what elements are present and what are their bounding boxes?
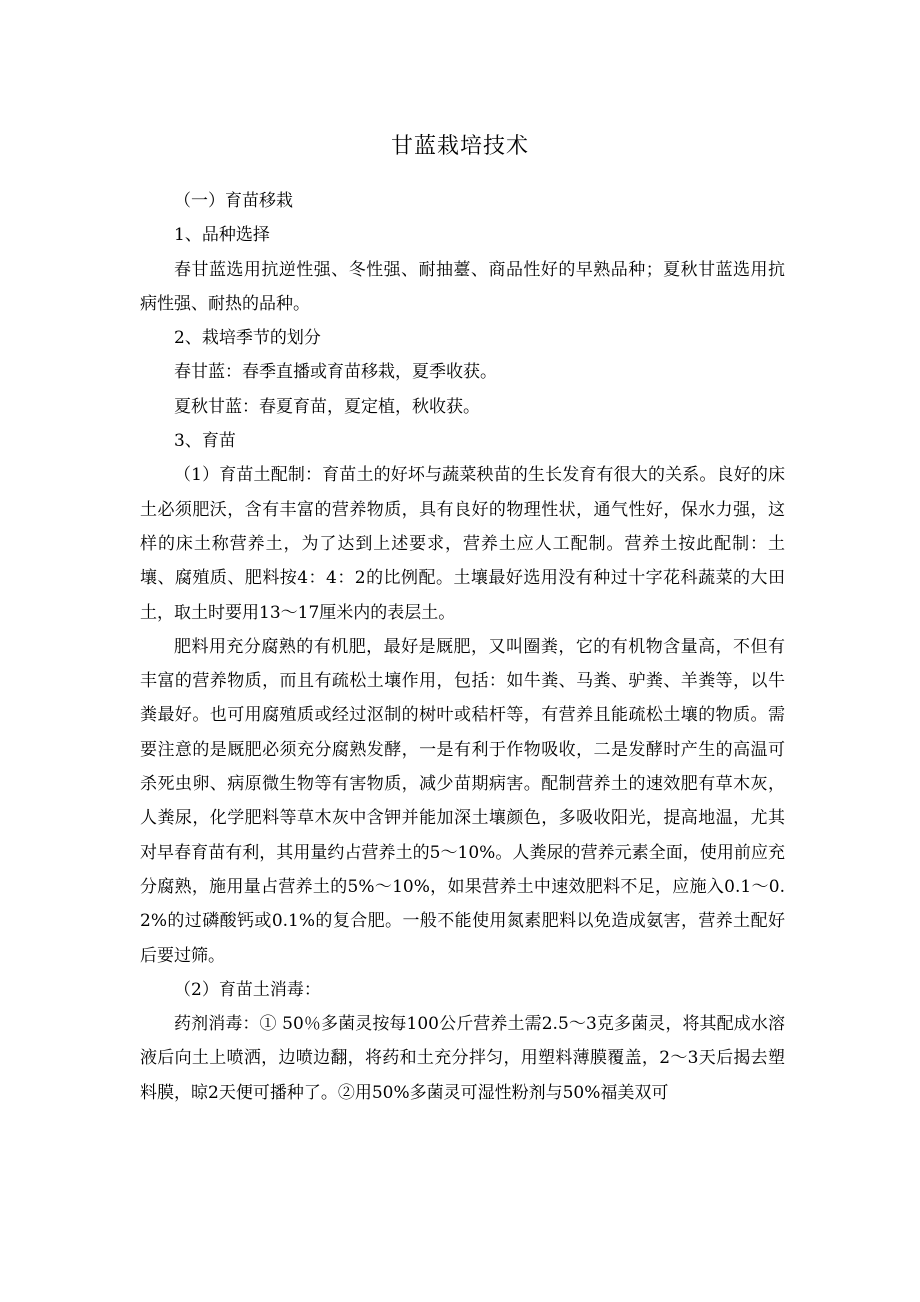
paragraph: 夏秋甘蓝：春夏育苗，夏定植，秋收获。 — [174, 396, 480, 417]
paragraph: 春甘蓝：春季直播或育苗移栽，夏季收获。 — [174, 362, 497, 383]
paragraph: 药剂消毒：① 50％多菌灵按每100公斤营养土需2.5～3克多菌灵，将其配成水溶液后向土上喷洒，边喷边翻，将药和土充分拌匀，用塑料薄膜覆盖，2～3天后揭去塑料膜，晾2天便可播种了。②用50%多菌灵可湿性粉剂与50%福美双可 — [140, 1014, 785, 1103]
paragraph: 肥料用充分腐熟的有机肥，最好是厩肥，又叫圈粪，它的有机物含量高，不但有丰富的营养物质，而且有疏松土壤作用，包括：如牛粪、马粪、驴粪、羊粪等，以牛粪最好。也可用腐殖质或经过沤制的树叶或秸杆等，有营养且能疏松土壤的物质。需要注意的是厩肥必须充分腐熟发酵，一是有利于作物吸收，二是发酵时产生的高温可杀死虫卵、病原微生物等有害物质，减少苗期病害。配制营养土的速效肥有草木灰，人粪尿，化学肥料等草木灰中含钾并能加深土壤颜色，多吸收阳光，提高地温，尤其对早春育苗有利，其用量约占营养土的5～10%。人粪尿的营养元素全面，使用前应充分腐熟，施用量占营养土的5%～10%，如果营养土中速效肥料不足，应施入0.1～0.2%的过磷酸钙或0.1%的复合肥。一般不能使用氮素肥料以免造成氨害，营养土配好后要过筛。 — [140, 636, 785, 966]
section-heading: （一）育苗移栽 — [174, 191, 293, 211]
subsection-heading: 3、育苗 — [174, 431, 236, 452]
document-title: 甘蓝栽培技术 — [390, 134, 529, 159]
subsection-heading: 1、品种选择 — [174, 225, 270, 246]
subsection-heading: （2）育苗土消毒： — [174, 979, 321, 1000]
paragraph: 春甘蓝选用抗逆性强、冬性强、耐抽薹、商品性好的早熟品种；夏秋甘蓝选用抗病性强、耐热的品种。 — [140, 259, 785, 314]
subsection-heading: 2、栽培季节的划分 — [174, 328, 321, 349]
document-body — [140, 184, 785, 1110]
paragraph: （1）育苗土配制：育苗土的好坏与蔬菜秧苗的生长发育有很大的关系。良好的床土必须肥沃，含有丰富的营养物质，具有良好的物理性状，通气性好，保水力强，这样的床土称营养土，为了达到上述要求，营养土应人工配制。营养土按此配制：土壤、腐殖质、肥料按4：4：2的比例配。土壤最好选用没有种过十字花科蔬菜的大田土，取土时要用13～17厘米内的表层土。 — [140, 465, 785, 623]
